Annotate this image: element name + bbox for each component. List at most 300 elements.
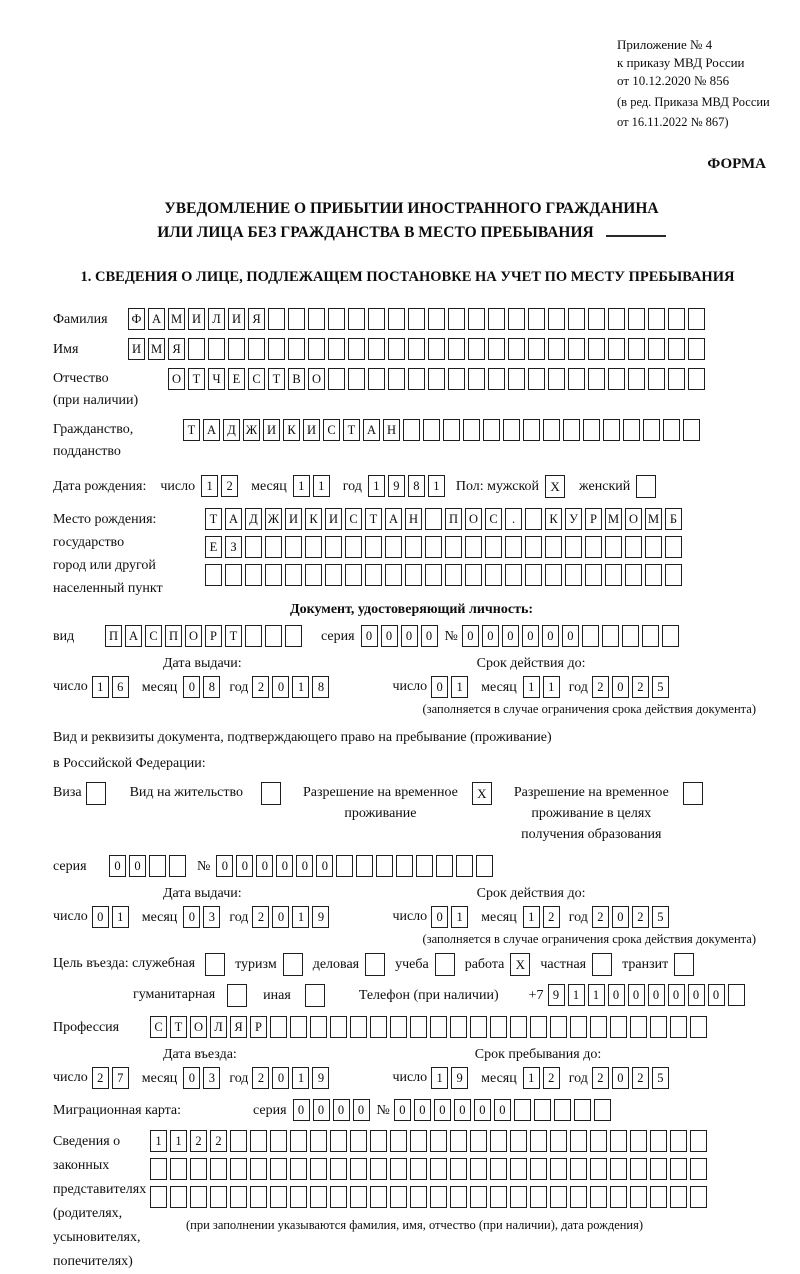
char-cell[interactable]	[525, 564, 542, 586]
char-cell[interactable]	[350, 1186, 367, 1208]
char-cell[interactable]: П	[105, 625, 122, 647]
char-cell[interactable]	[268, 308, 285, 330]
char-cell[interactable]: 3	[203, 906, 220, 928]
char-cell[interactable]	[230, 1158, 247, 1180]
char-cell[interactable]	[456, 855, 473, 877]
char-cell[interactable]: А	[225, 508, 242, 530]
char-cell[interactable]	[370, 1186, 387, 1208]
char-cell[interactable]	[636, 475, 656, 498]
char-cell[interactable]	[448, 338, 465, 360]
char-cell[interactable]	[650, 1130, 667, 1152]
char-cell[interactable]	[430, 1158, 447, 1180]
char-cell[interactable]	[605, 536, 622, 558]
char-cell[interactable]: 0	[129, 855, 146, 877]
char-cell[interactable]	[505, 536, 522, 558]
char-cell[interactable]: 0	[688, 984, 705, 1006]
char-cell[interactable]	[330, 1158, 347, 1180]
char-cell[interactable]	[603, 419, 620, 441]
char-cell[interactable]	[205, 953, 225, 976]
char-cell[interactable]: 2	[543, 1067, 560, 1089]
char-cell[interactable]: 0	[316, 855, 333, 877]
char-cell[interactable]	[350, 1016, 367, 1038]
char-cell[interactable]	[428, 308, 445, 330]
purpose-turizm-checkbox[interactable]	[283, 953, 303, 976]
char-cell[interactable]	[250, 1158, 267, 1180]
char-cell[interactable]: 0	[381, 625, 398, 647]
char-cell[interactable]	[670, 1186, 687, 1208]
char-cell[interactable]	[410, 1186, 427, 1208]
char-cell[interactable]: 1	[201, 475, 218, 497]
purpose-delovaya-checkbox[interactable]	[365, 953, 385, 976]
char-cell[interactable]: Т	[268, 368, 285, 390]
char-cell[interactable]	[150, 1186, 167, 1208]
char-cell[interactable]: С	[145, 625, 162, 647]
char-cell[interactable]: 1	[543, 676, 560, 698]
char-cell[interactable]: 1	[428, 475, 445, 497]
char-cell[interactable]	[548, 338, 565, 360]
purpose-inaya-checkbox[interactable]	[305, 984, 325, 1007]
char-cell[interactable]	[570, 1158, 587, 1180]
char-cell[interactable]: 2	[252, 676, 269, 698]
char-cell[interactable]: 0	[256, 855, 273, 877]
char-cell[interactable]: 2	[252, 1067, 269, 1089]
char-cell[interactable]	[488, 368, 505, 390]
char-cell[interactable]	[630, 1158, 647, 1180]
char-cell[interactable]	[450, 1186, 467, 1208]
char-cell[interactable]	[388, 308, 405, 330]
char-cell[interactable]	[650, 1016, 667, 1038]
char-cell[interactable]	[630, 1186, 647, 1208]
char-cell[interactable]: 2	[592, 906, 609, 928]
purpose-gumanitarnaya-checkbox[interactable]	[227, 984, 247, 1007]
char-cell[interactable]	[230, 1130, 247, 1152]
char-cell[interactable]	[490, 1016, 507, 1038]
char-cell[interactable]: 2	[632, 676, 649, 698]
char-cell[interactable]	[530, 1130, 547, 1152]
char-cell[interactable]	[365, 953, 385, 976]
char-cell[interactable]: И	[325, 508, 342, 530]
char-cell[interactable]	[210, 1186, 227, 1208]
char-cell[interactable]	[545, 564, 562, 586]
char-cell[interactable]	[370, 1158, 387, 1180]
char-cell[interactable]	[310, 1158, 327, 1180]
char-cell[interactable]: М	[148, 338, 165, 360]
residence-permit-checkbox[interactable]	[261, 782, 281, 805]
char-cell[interactable]	[325, 536, 342, 558]
char-cell[interactable]	[643, 419, 660, 441]
char-cell[interactable]	[528, 338, 545, 360]
char-cell[interactable]	[463, 419, 480, 441]
char-cell[interactable]	[328, 368, 345, 390]
char-cell[interactable]: 9	[451, 1067, 468, 1089]
char-cell[interactable]	[390, 1016, 407, 1038]
char-cell[interactable]	[283, 953, 303, 976]
char-cell[interactable]	[149, 855, 166, 877]
char-cell[interactable]	[250, 1130, 267, 1152]
char-cell[interactable]	[445, 536, 462, 558]
char-cell[interactable]: Т	[183, 419, 200, 441]
char-cell[interactable]	[428, 368, 445, 390]
char-cell[interactable]	[425, 508, 442, 530]
purpose-ucheba-checkbox[interactable]	[435, 953, 455, 976]
char-cell[interactable]: И	[128, 338, 145, 360]
char-cell[interactable]	[523, 419, 540, 441]
char-cell[interactable]: Н	[405, 508, 422, 530]
char-cell[interactable]: 1	[451, 906, 468, 928]
char-cell[interactable]: И	[285, 508, 302, 530]
char-cell[interactable]	[622, 625, 639, 647]
char-cell[interactable]	[590, 1158, 607, 1180]
char-cell[interactable]	[668, 338, 685, 360]
char-cell[interactable]	[565, 564, 582, 586]
char-cell[interactable]	[663, 419, 680, 441]
char-cell[interactable]: 0	[434, 1099, 451, 1121]
char-cell[interactable]	[510, 1158, 527, 1180]
char-cell[interactable]: X	[545, 475, 565, 498]
char-cell[interactable]	[610, 1130, 627, 1152]
char-cell[interactable]: 0	[454, 1099, 471, 1121]
char-cell[interactable]: М	[168, 308, 185, 330]
char-cell[interactable]: 9	[312, 1067, 329, 1089]
char-cell[interactable]	[543, 419, 560, 441]
char-cell[interactable]: Р	[205, 625, 222, 647]
char-cell[interactable]	[488, 338, 505, 360]
char-cell[interactable]: 0	[612, 906, 629, 928]
char-cell[interactable]	[470, 1158, 487, 1180]
char-cell[interactable]	[270, 1016, 287, 1038]
char-cell[interactable]	[528, 368, 545, 390]
char-cell[interactable]	[445, 564, 462, 586]
char-cell[interactable]	[350, 1130, 367, 1152]
char-cell[interactable]	[570, 1186, 587, 1208]
char-cell[interactable]: И	[303, 419, 320, 441]
char-cell[interactable]	[483, 419, 500, 441]
char-cell[interactable]	[610, 1016, 627, 1038]
char-cell[interactable]: Д	[245, 508, 262, 530]
char-cell[interactable]	[365, 536, 382, 558]
char-cell[interactable]: 0	[272, 906, 289, 928]
char-cell[interactable]: 0	[522, 625, 539, 647]
char-cell[interactable]: 0	[183, 1067, 200, 1089]
char-cell[interactable]: П	[445, 508, 462, 530]
char-cell[interactable]: 0	[608, 984, 625, 1006]
char-cell[interactable]	[592, 953, 612, 976]
char-cell[interactable]	[385, 536, 402, 558]
char-cell[interactable]: X	[472, 782, 492, 805]
char-cell[interactable]: У	[565, 508, 582, 530]
char-cell[interactable]: Р	[250, 1016, 267, 1038]
char-cell[interactable]	[368, 338, 385, 360]
char-cell[interactable]	[348, 368, 365, 390]
char-cell[interactable]	[190, 1186, 207, 1208]
char-cell[interactable]	[690, 1158, 707, 1180]
char-cell[interactable]: 0	[361, 625, 378, 647]
char-cell[interactable]: 1	[292, 906, 309, 928]
char-cell[interactable]: 0	[462, 625, 479, 647]
char-cell[interactable]	[514, 1099, 531, 1121]
char-cell[interactable]	[330, 1130, 347, 1152]
char-cell[interactable]: 0	[293, 1099, 310, 1121]
char-cell[interactable]	[308, 338, 325, 360]
char-cell[interactable]: 0	[708, 984, 725, 1006]
char-cell[interactable]: 0	[562, 625, 579, 647]
char-cell[interactable]	[485, 536, 502, 558]
char-cell[interactable]: 9	[388, 475, 405, 497]
char-cell[interactable]	[530, 1016, 547, 1038]
char-cell[interactable]	[227, 984, 247, 1007]
char-cell[interactable]	[450, 1158, 467, 1180]
char-cell[interactable]	[490, 1130, 507, 1152]
char-cell[interactable]: А	[125, 625, 142, 647]
char-cell[interactable]	[588, 338, 605, 360]
char-cell[interactable]	[563, 419, 580, 441]
char-cell[interactable]: К	[545, 508, 562, 530]
char-cell[interactable]: Ф	[128, 308, 145, 330]
char-cell[interactable]	[336, 855, 353, 877]
char-cell[interactable]	[443, 419, 460, 441]
char-cell[interactable]	[508, 308, 525, 330]
char-cell[interactable]	[490, 1186, 507, 1208]
char-cell[interactable]: 1	[293, 475, 310, 497]
char-cell[interactable]	[728, 984, 745, 1006]
char-cell[interactable]	[410, 1016, 427, 1038]
char-cell[interactable]: 0	[394, 1099, 411, 1121]
char-cell[interactable]	[248, 338, 265, 360]
char-cell[interactable]: Р	[585, 508, 602, 530]
char-cell[interactable]: 7	[112, 1067, 129, 1089]
char-cell[interactable]: 2	[190, 1130, 207, 1152]
char-cell[interactable]: 2	[632, 906, 649, 928]
char-cell[interactable]	[628, 338, 645, 360]
char-cell[interactable]	[608, 308, 625, 330]
char-cell[interactable]: 0	[474, 1099, 491, 1121]
char-cell[interactable]: И	[228, 308, 245, 330]
char-cell[interactable]	[245, 564, 262, 586]
char-cell[interactable]	[430, 1130, 447, 1152]
char-cell[interactable]: 0	[183, 676, 200, 698]
char-cell[interactable]	[550, 1130, 567, 1152]
purpose-tranzit-checkbox[interactable]	[674, 953, 694, 976]
char-cell[interactable]	[690, 1016, 707, 1038]
char-cell[interactable]	[650, 1186, 667, 1208]
char-cell[interactable]	[430, 1016, 447, 1038]
char-cell[interactable]: 0	[502, 625, 519, 647]
char-cell[interactable]	[150, 1158, 167, 1180]
char-cell[interactable]	[508, 338, 525, 360]
char-cell[interactable]	[470, 1130, 487, 1152]
char-cell[interactable]	[470, 1016, 487, 1038]
char-cell[interactable]: И	[188, 308, 205, 330]
char-cell[interactable]	[170, 1158, 187, 1180]
char-cell[interactable]: Т	[343, 419, 360, 441]
char-cell[interactable]	[645, 564, 662, 586]
char-cell[interactable]: 1	[568, 984, 585, 1006]
char-cell[interactable]: Я	[230, 1016, 247, 1038]
char-cell[interactable]: 1	[92, 676, 109, 698]
char-cell[interactable]	[436, 855, 453, 877]
char-cell[interactable]	[305, 564, 322, 586]
char-cell[interactable]	[665, 536, 682, 558]
char-cell[interactable]	[625, 564, 642, 586]
char-cell[interactable]	[570, 1130, 587, 1152]
char-cell[interactable]	[565, 536, 582, 558]
sex-female-checkbox[interactable]	[636, 475, 656, 498]
char-cell[interactable]: С	[248, 368, 265, 390]
char-cell[interactable]: 3	[203, 1067, 220, 1089]
char-cell[interactable]	[534, 1099, 551, 1121]
char-cell[interactable]	[390, 1186, 407, 1208]
char-cell[interactable]: 0	[494, 1099, 511, 1121]
char-cell[interactable]: 5	[652, 906, 669, 928]
char-cell[interactable]	[230, 1186, 247, 1208]
char-cell[interactable]: .	[505, 508, 522, 530]
char-cell[interactable]: 1	[431, 1067, 448, 1089]
char-cell[interactable]	[583, 419, 600, 441]
char-cell[interactable]	[268, 338, 285, 360]
char-cell[interactable]: 0	[109, 855, 126, 877]
char-cell[interactable]: К	[305, 508, 322, 530]
char-cell[interactable]	[330, 1016, 347, 1038]
char-cell[interactable]	[605, 564, 622, 586]
char-cell[interactable]: 1	[150, 1130, 167, 1152]
char-cell[interactable]	[408, 308, 425, 330]
char-cell[interactable]	[365, 564, 382, 586]
char-cell[interactable]	[188, 338, 205, 360]
char-cell[interactable]	[368, 368, 385, 390]
char-cell[interactable]: Я	[248, 308, 265, 330]
char-cell[interactable]	[525, 536, 542, 558]
char-cell[interactable]: Л	[210, 1016, 227, 1038]
char-cell[interactable]	[588, 368, 605, 390]
char-cell[interactable]: Ж	[243, 419, 260, 441]
char-cell[interactable]: Т	[205, 508, 222, 530]
char-cell[interactable]	[610, 1186, 627, 1208]
char-cell[interactable]: 0	[333, 1099, 350, 1121]
char-cell[interactable]: 8	[312, 676, 329, 698]
char-cell[interactable]	[396, 855, 413, 877]
char-cell[interactable]	[450, 1130, 467, 1152]
char-cell[interactable]	[250, 1186, 267, 1208]
char-cell[interactable]	[690, 1130, 707, 1152]
char-cell[interactable]	[668, 368, 685, 390]
char-cell[interactable]	[356, 855, 373, 877]
char-cell[interactable]	[528, 308, 545, 330]
char-cell[interactable]	[642, 625, 659, 647]
char-cell[interactable]	[625, 536, 642, 558]
char-cell[interactable]	[416, 855, 433, 877]
char-cell[interactable]: Т	[365, 508, 382, 530]
char-cell[interactable]: 1	[313, 475, 330, 497]
char-cell[interactable]: А	[363, 419, 380, 441]
char-cell[interactable]: 0	[431, 676, 448, 698]
char-cell[interactable]	[245, 625, 262, 647]
char-cell[interactable]	[510, 1130, 527, 1152]
char-cell[interactable]: С	[150, 1016, 167, 1038]
char-cell[interactable]: А	[148, 308, 165, 330]
char-cell[interactable]: 0	[216, 855, 233, 877]
char-cell[interactable]	[630, 1016, 647, 1038]
char-cell[interactable]	[485, 564, 502, 586]
char-cell[interactable]	[503, 419, 520, 441]
char-cell[interactable]	[568, 308, 585, 330]
char-cell[interactable]: 0	[612, 1067, 629, 1089]
char-cell[interactable]	[683, 419, 700, 441]
char-cell[interactable]	[648, 308, 665, 330]
char-cell[interactable]	[385, 564, 402, 586]
char-cell[interactable]	[585, 536, 602, 558]
char-cell[interactable]	[574, 1099, 591, 1121]
char-cell[interactable]	[410, 1158, 427, 1180]
char-cell[interactable]	[368, 308, 385, 330]
char-cell[interactable]: 8	[408, 475, 425, 497]
char-cell[interactable]	[670, 1158, 687, 1180]
char-cell[interactable]: Б	[665, 508, 682, 530]
char-cell[interactable]	[408, 338, 425, 360]
char-cell[interactable]	[468, 368, 485, 390]
char-cell[interactable]: 0	[296, 855, 313, 877]
char-cell[interactable]	[425, 536, 442, 558]
char-cell[interactable]	[468, 338, 485, 360]
char-cell[interactable]	[545, 536, 562, 558]
char-cell[interactable]	[348, 338, 365, 360]
char-cell[interactable]: О	[168, 368, 185, 390]
purpose-sluzhebnaya-checkbox[interactable]	[205, 953, 225, 976]
char-cell[interactable]	[270, 1186, 287, 1208]
char-cell[interactable]: 2	[221, 475, 238, 497]
char-cell[interactable]	[590, 1186, 607, 1208]
char-cell[interactable]	[270, 1158, 287, 1180]
char-cell[interactable]	[376, 855, 393, 877]
char-cell[interactable]	[628, 368, 645, 390]
char-cell[interactable]	[670, 1130, 687, 1152]
char-cell[interactable]	[290, 1130, 307, 1152]
char-cell[interactable]: 1	[451, 676, 468, 698]
char-cell[interactable]: 2	[92, 1067, 109, 1089]
char-cell[interactable]: 5	[652, 676, 669, 698]
char-cell[interactable]	[674, 953, 694, 976]
char-cell[interactable]: О	[185, 625, 202, 647]
char-cell[interactable]	[588, 308, 605, 330]
char-cell[interactable]: И	[263, 419, 280, 441]
char-cell[interactable]: 1	[523, 906, 540, 928]
char-cell[interactable]	[265, 564, 282, 586]
char-cell[interactable]	[450, 1016, 467, 1038]
char-cell[interactable]	[405, 564, 422, 586]
char-cell[interactable]	[210, 1158, 227, 1180]
sex-male-checkbox[interactable]	[545, 475, 565, 498]
char-cell[interactable]	[645, 536, 662, 558]
char-cell[interactable]	[345, 536, 362, 558]
purpose-rabota-checkbox[interactable]	[510, 953, 530, 976]
char-cell[interactable]: 1	[292, 676, 309, 698]
char-cell[interactable]	[270, 1130, 287, 1152]
char-cell[interactable]	[285, 564, 302, 586]
char-cell[interactable]	[328, 308, 345, 330]
char-cell[interactable]	[290, 1016, 307, 1038]
char-cell[interactable]	[568, 368, 585, 390]
char-cell[interactable]	[670, 1016, 687, 1038]
char-cell[interactable]	[428, 338, 445, 360]
char-cell[interactable]: О	[465, 508, 482, 530]
char-cell[interactable]	[610, 1158, 627, 1180]
char-cell[interactable]: 2	[210, 1130, 227, 1152]
char-cell[interactable]	[228, 338, 245, 360]
char-cell[interactable]	[288, 308, 305, 330]
char-cell[interactable]	[550, 1158, 567, 1180]
char-cell[interactable]	[305, 984, 325, 1007]
char-cell[interactable]: 0	[668, 984, 685, 1006]
char-cell[interactable]	[550, 1016, 567, 1038]
